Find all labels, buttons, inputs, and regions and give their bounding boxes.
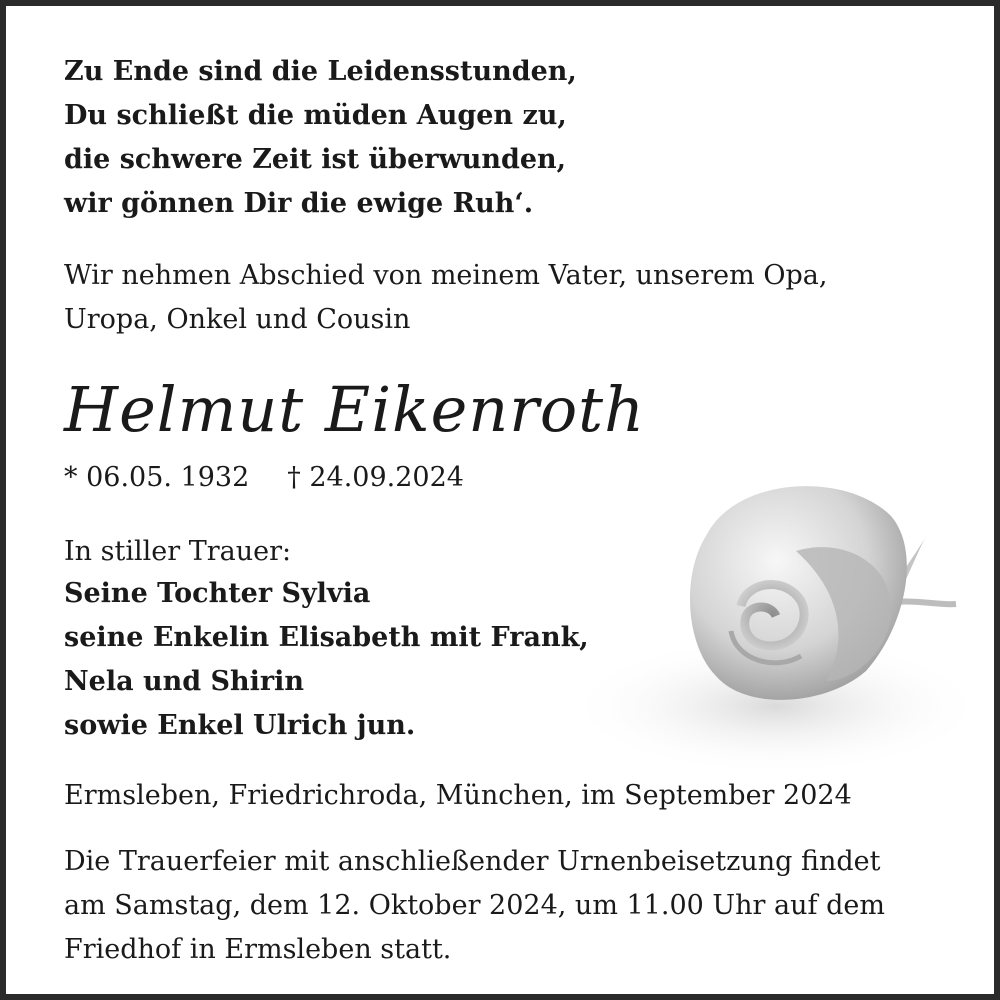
poem-line-1: Zu Ende sind die Leidensstunden, <box>64 56 577 87</box>
deceased-name: Helmut Eikenroth <box>64 373 646 446</box>
mourner-line-1: Seine Tochter Sylvia <box>64 578 371 609</box>
death-date: † 24.09.2024 <box>287 462 464 493</box>
mourner-line-4: sowie Enkel Ulrich jun. <box>64 710 416 741</box>
intro-line-1: Wir nehmen Abschied von meinem Vater, unserem Opa, <box>64 260 828 291</box>
poem <box>64 50 577 226</box>
life-dates <box>64 458 464 498</box>
place-and-date: Ermsleben, Friedrichroda, München, im September 2024 <box>64 780 852 811</box>
mourner-line-3: Nela und Shirin <box>64 666 305 697</box>
farewell-intro <box>64 254 827 342</box>
mourners-list <box>64 572 589 748</box>
poem-line-2: Du schließt die müden Augen zu, <box>64 100 567 131</box>
service-line-1: Die Trauerfeier mit anschließender Urnenbeisetzung findet <box>64 846 881 877</box>
intro-line-2: Uropa, Onkel und Cousin <box>64 304 411 335</box>
poem-line-4: wir gönnen Dir die ewige Ruh‘. <box>64 188 534 219</box>
service-line-2: am Samstag, dem 12. Oktober 2024, um 11.00 Uhr auf dem <box>64 890 885 921</box>
poem-line-3: die schwere Zeit ist überwunden, <box>64 144 567 175</box>
mourning-label: In stiller Trauer: <box>64 536 292 567</box>
rose-image <box>546 456 976 776</box>
funeral-service-info <box>64 840 885 972</box>
birth-date: * 06.05. 1932 <box>64 462 250 493</box>
service-line-3: Friedhof in Ermsleben statt. <box>64 934 452 965</box>
mourner-line-2: seine Enkelin Elisabeth mit Frank, <box>64 622 589 653</box>
